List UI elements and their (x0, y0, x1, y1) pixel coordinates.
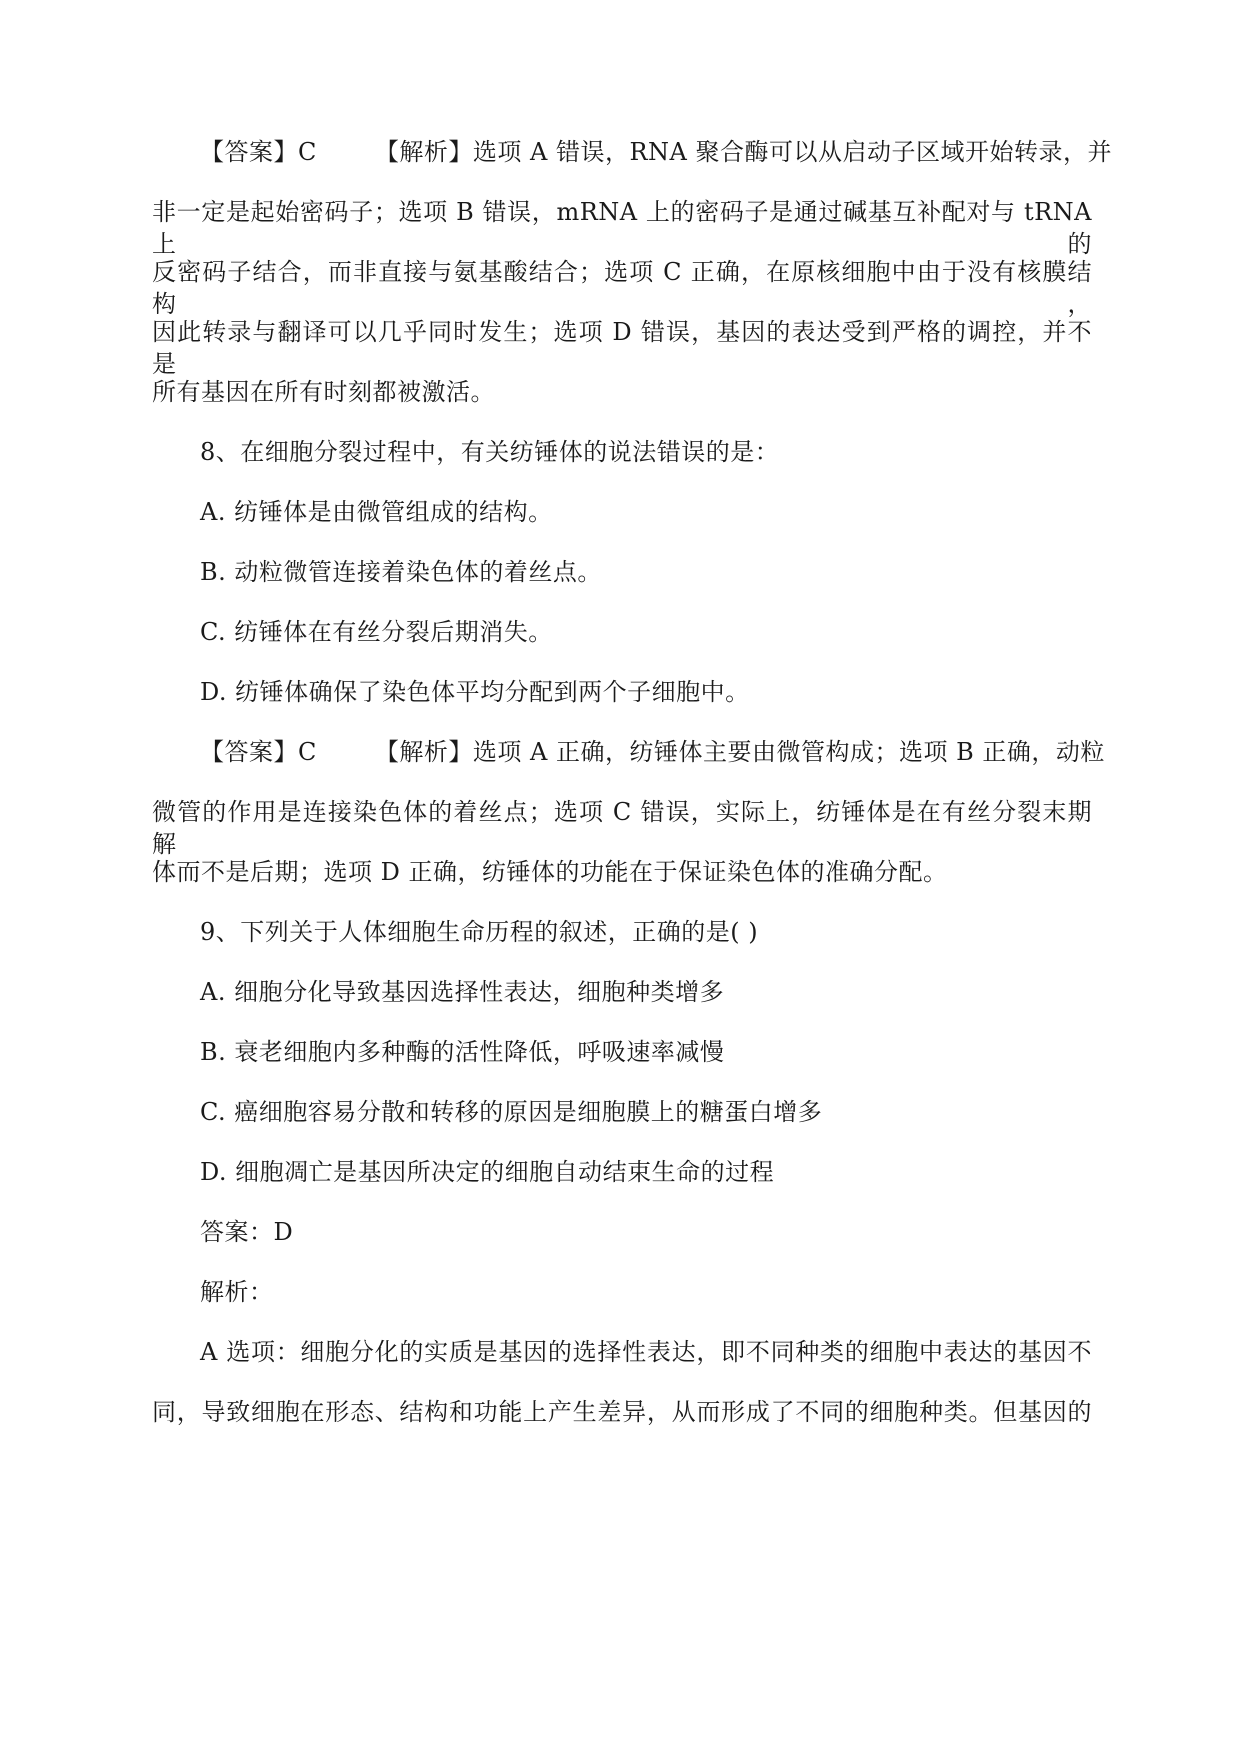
analysis-7-line: 因此转录与翻译可以几乎同时发生；选项 D 错误，基因的表达受到严格的调控，并不是 (152, 318, 1092, 378)
analysis-7-first-text: 【解析】选项 A 错误，RNA 聚合酶可以从启动子区域开始转录，并 (374, 138, 1112, 166)
question-8-option-c: C. 纺锤体在有丝分裂后期消失。 (200, 618, 553, 646)
analysis-9-label: 解析： (200, 1278, 274, 1306)
question-9-option-d: D. 细胞凋亡是基因所决定的细胞自动结束生命的过程 (200, 1158, 775, 1186)
question-8-text: 8、在细胞分裂过程中，有关纺锤体的说法错误的是： (200, 438, 780, 466)
question-9-option-a: A. 细胞分化导致基因选择性表达，细胞种类增多 (200, 978, 725, 1006)
question-8-option-d: D. 纺锤体确保了染色体平均分配到两个子细胞中。 (200, 678, 750, 706)
answer-7-first-line (200, 136, 1112, 168)
answer-9: 答案：D (200, 1218, 294, 1246)
analysis-7-line: 反密码子结合，而非直接与氨基酸结合；选项 C 正确，在原核细胞中由于没有核膜结构， (152, 258, 1092, 318)
question-9-option-b: B. 衰老细胞内多种酶的活性降低，呼吸速率减慢 (200, 1038, 725, 1066)
analysis-7-line: 非一定是起始密码子；选项 B 错误，mRNA 上的密码子是通过碱基互补配对与 tRNA 上的 (152, 198, 1092, 258)
question-8-option-a: A. 纺锤体是由微管组成的结构。 (200, 498, 553, 526)
analysis-8-line: 微管的作用是连接染色体的着丝点；选项 C 错误，实际上，纺锤体是在有丝分裂末期解 (152, 798, 1092, 858)
answer-8-label: 【答案】C (200, 738, 317, 766)
question-9-option-c: C. 癌细胞容易分散和转移的原因是细胞膜上的糖蛋白增多 (200, 1098, 823, 1126)
answer-8-first-line (200, 736, 1105, 768)
analysis-8-first-text: 【解析】选项 A 正确，纺锤体主要由微管构成；选项 B 正确，动粒 (374, 738, 1105, 766)
answer-7-label: 【答案】C (200, 138, 317, 166)
analysis-9-line: 同，导致细胞在形态、结构和功能上产生差异，从而形成了不同的细胞种类。但基因的 (152, 1398, 1092, 1426)
question-8-option-b: B. 动粒微管连接着染色体的着丝点。 (200, 558, 602, 586)
analysis-9-first-line: A 选项：细胞分化的实质是基因的选择性表达，即不同种类的细胞中表达的基因不 (200, 1338, 1092, 1366)
question-9-text: 9、下列关于人体细胞生命历程的叙述，正确的是( ) (200, 918, 759, 946)
analysis-8-line: 体而不是后期；选项 D 正确，纺锤体的功能在于保证染色体的准确分配。 (152, 858, 948, 886)
analysis-7-line: 所有基因在所有时刻都被激活。 (152, 378, 495, 406)
